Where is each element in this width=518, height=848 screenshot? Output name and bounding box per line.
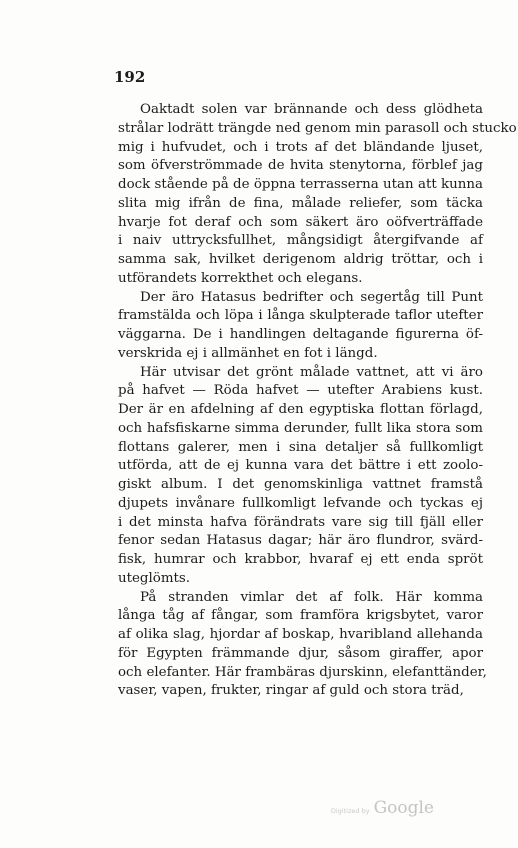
text-line: På stranden vimlar det af folk. Här komma	[140, 589, 483, 605]
text-line: för Egypten främmande djur, såsom giraffer, apor	[118, 645, 483, 661]
text-line: framstälda och löpa i långa skulpterade taflor utefter	[118, 308, 483, 324]
text-line: hvarje fot deraf och som säkert äro oöfverträffade	[118, 214, 483, 230]
text-line: långa tåg af fångar, som framföra krigsbytet, varor	[118, 608, 483, 624]
text-line: som öfverströmmade de hvita stenytorna, förblef jag	[118, 158, 483, 174]
text-line: mig i hufvudet, och i trots af det bländande ljuset,	[118, 139, 483, 155]
text-line: strålar lodrätt trängde ned genom min parasoll och stucko	[118, 120, 517, 136]
text-line: fisk, humrar och krabbor, hvaraf ej ett enda spröt	[118, 552, 483, 567]
text-line: och elefanter. Här frambäras djurskinn, elefanttänder,	[118, 664, 487, 680]
text-line: i det minsta hafva förändrats vare sig till fjäll eller	[118, 514, 483, 530]
text-line: giskt album. I det genomskinliga vattnet framstå	[118, 477, 483, 492]
page-number: 192	[114, 68, 146, 86]
text-line: på hafvet — Röda hafvet — utefter Arabiens kust.	[118, 383, 483, 399]
text-line: djupets invånare fullkomligt lefvande och tyckas ej	[118, 495, 483, 511]
text-line: Der äro Hatasus bedrifter och segertåg till Punt	[140, 289, 483, 305]
text-line: verskrida ej i allmänhet en fot i längd.	[118, 345, 378, 361]
text-line: utförandets korrekthet och elegans.	[118, 270, 363, 286]
text-line: vaser, vapen, frukter, ringar af guld och stora träd,	[118, 683, 464, 699]
google-logo: Google	[373, 798, 434, 818]
text-line: uteglömts.	[118, 570, 191, 586]
text-line: väggarna. De i handlingen deltagande figurerna öf-	[118, 327, 483, 342]
text-line: och hafsfiskarne simma derunder, fullt lika stora som	[118, 420, 483, 436]
text-line: Der är en afdelning af den egyptiska flottan förlagd,	[118, 402, 483, 417]
text-line: utförda, att de ej kunna vara det bättre i ett zoolo-	[118, 458, 483, 474]
watermark-caption: Digitized by	[330, 807, 370, 815]
text-line: slita mig ifrån de fina, målade reliefer, som täcka	[118, 195, 483, 211]
text-line: Här utvisar det grönt målade vattnet, att vi äro	[140, 364, 483, 380]
text-line: dock stående på de öppna terrasserna utan att kunna	[118, 177, 483, 192]
text-line: af olika slag, hjordar af boskap, hvaribland allehanda	[118, 627, 483, 642]
text-line: flottans galerer, men i sina detaljer så fullkomligt	[118, 439, 483, 455]
text-line: samma sak, hvilket derigenom aldrig tröttar, och i	[118, 252, 483, 267]
text-line: Oaktadt solen var brännande och dess glödheta	[140, 102, 483, 117]
text-line: i naiv uttrycksfullhet, mångsidigt återgifvande af	[118, 233, 483, 249]
body-text	[118, 101, 517, 701]
text-line: fenor sedan Hatasus dagar; här äro flundror, svärd-	[118, 533, 483, 549]
digitized-watermark	[331, 798, 434, 818]
